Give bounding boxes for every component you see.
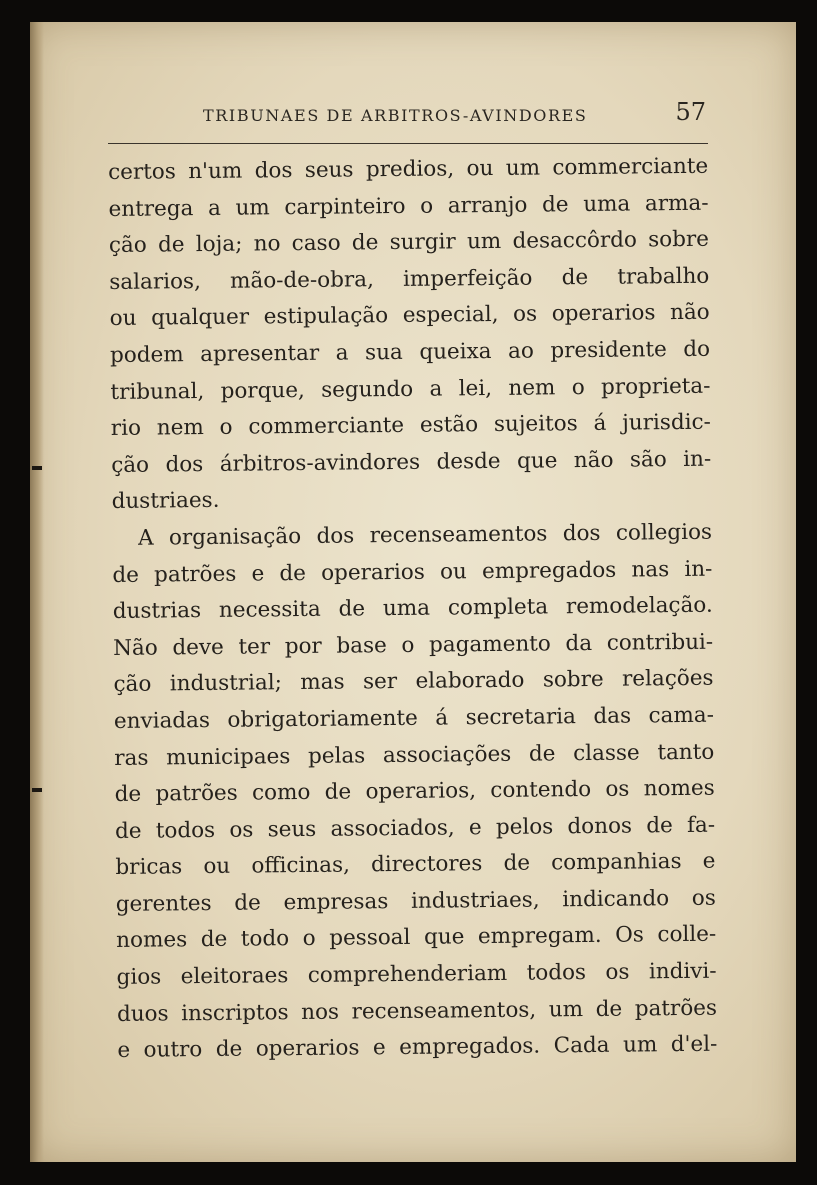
text-line: salarios, mão-de-obra, imperfeição de trabalho [109, 263, 710, 295]
page-spine-shadow [30, 22, 44, 1162]
text-line: de todos os seus associados, e pelos donos de fa- [114, 812, 716, 844]
body-text [108, 149, 718, 1070]
page-number: 57 [675, 98, 706, 126]
text-line: enviadas obrigatoriamente á secretaria das cama- [113, 702, 715, 734]
text-line: e outro de operarios e empregados. Cada um d'el- [117, 1031, 718, 1064]
running-head [108, 98, 708, 136]
text-line: ção industrial; mas ser elaborado sobre relações [113, 666, 714, 698]
text-line: bricas ou officinas, directores de companhias e [115, 848, 716, 881]
text-line: ou qualquer estipulação especial, os operarios não [109, 300, 710, 332]
text-line: nomes de todo o pessoal que empregam. Os colle- [116, 922, 717, 954]
text-line: certos n'um dos seus predios, ou um commerciante [108, 153, 709, 185]
text-line: Não deve ter por base o pagamento da contribui- [113, 629, 714, 661]
text-line: gerentes de empresas industriaes, indicando os [115, 885, 716, 917]
text-line: de patrões como de operarios, contendo os nomes [114, 775, 715, 808]
text-line: A organisação dos recenseamentos dos collegios [137, 519, 713, 551]
text-line: ras municipaes pelas associações de classe tanto [114, 739, 715, 771]
book-page [30, 22, 796, 1162]
text-line: rio nem o commerciante estão sujeitos á jurisdic- [110, 409, 711, 442]
text-line: tribunal, porque, segundo a lei, nem o proprieta- [110, 373, 711, 405]
text-line: dustriaes. [111, 488, 220, 515]
text-line: ção dos árbitros-avindores desde que não são in- [111, 446, 712, 478]
edge-mark [32, 466, 42, 470]
running-title: TRIBUNAES DE ARBITROS-AVINDORES [203, 106, 588, 125]
text-line: podem apresentar a sua queixa ao presidente do [109, 336, 711, 368]
text-line: duos inscriptos nos recenseamentos, um de patrões [116, 995, 718, 1027]
text-line: ção de loja; no caso de surgir um desaccôrdo sobre [108, 226, 710, 259]
header-rule [108, 143, 708, 144]
text-line: de patrões e de operarios ou empregados nas in- [112, 556, 713, 588]
text-line: gios eleitoraes comprehenderiam todos os indivi- [116, 958, 717, 991]
text-line: dustrias necessita de uma completa remodelação. [112, 592, 713, 625]
edge-mark [32, 788, 42, 792]
text-line: entrega a um carpinteiro o arranjo de uma arma- [108, 190, 709, 222]
